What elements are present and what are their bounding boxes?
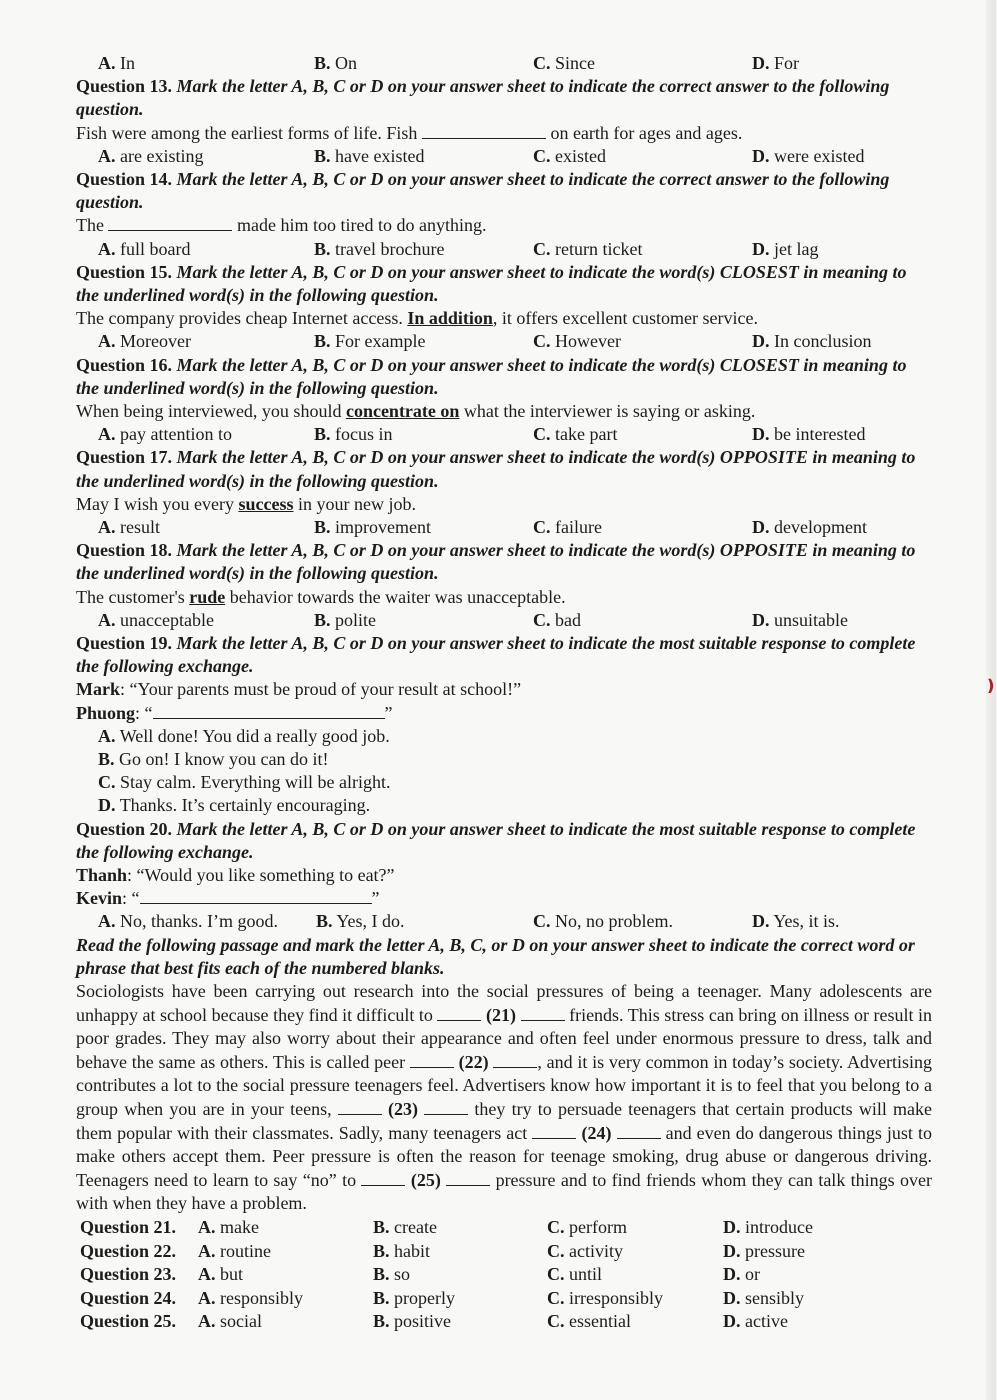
passage-instruction: Read the following passage and mark the letter A, B, C, or D on your answer sheet to indicate the correct word or phrase that best fits each of the numbered blanks. [76,934,915,978]
q13-option-d[interactable]: D. were existed [752,145,865,166]
q13-option-b[interactable]: B. have existed [314,145,425,166]
q19-line1: Mark: “Your parents must be proud of your result at school!” [76,679,522,700]
q13-stem: Fish were among the earliest forms of life. Fish on earth for ages and ages. [76,122,743,143]
q20-option-b[interactable]: B. Yes, I do. [316,911,405,932]
content-column [76,52,932,1334]
q23-option-d[interactable]: D. or [723,1264,760,1285]
q17-option-d[interactable]: D. development [752,516,867,537]
q24-option-b[interactable]: B. properly [373,1287,455,1308]
q24-option-c[interactable]: C. irresponsibly [547,1287,663,1308]
q25-option-d[interactable]: D. active [723,1311,788,1332]
q17-option-a[interactable]: A. result [98,516,160,537]
q25-option-b[interactable]: B. positive [373,1311,452,1332]
q18-option-c[interactable]: C. bad [533,609,581,630]
q20-option-a[interactable]: A. No, thanks. I’m good. [98,911,278,932]
q16-stem: When being interviewed, you should concentrate on what the interviewer is saying or asking. [76,400,756,421]
q23-option-a[interactable]: A. but [198,1264,244,1285]
q22-row: Question 22. A. routine B. habit C. activity D. pressure [76,1240,932,1264]
q20-option-c[interactable]: C. No, no problem. [533,911,673,932]
q24-option-d[interactable]: D. sensibly [723,1287,805,1308]
q21-option-b[interactable]: B. create [373,1216,437,1237]
q18-option-a[interactable]: A. unacceptable [98,609,214,630]
q19-option-b[interactable]: B. Go on! I know you can do it! [98,748,329,769]
q14-option-c[interactable]: C. return ticket [533,238,643,259]
q17-option-b[interactable]: B. improvement [314,516,431,537]
q20-option-d[interactable]: D. Yes, it is. [752,911,840,932]
q18-heading: Question 18. Mark the letter A, B, C or D on your answer sheet to indicate the word(s) OPPOSITE in meaning to the underlined word(s) in the following question. [76,540,916,584]
q23-row: Question 23. A. but B. so C. until D. or [76,1263,932,1287]
q13-option-a[interactable]: A. are existing [98,145,204,166]
q18-option-b[interactable]: B. polite [314,609,377,630]
q25-option-a[interactable]: A. social [198,1311,262,1332]
q22-option-b[interactable]: B. habit [373,1240,431,1261]
q18-options [76,609,932,632]
q24-row: Question 24. A. responsibly B. properly C. irresponsibly D. sensibly [76,1287,932,1311]
q21-row: Question 21. A. make B. create C. perform D. introduce [76,1216,932,1240]
q19-option-a[interactable]: A. Well done! You did a really good job. [98,725,390,746]
q21-option-d[interactable]: D. introduce [723,1216,813,1237]
q17-stem: May I wish you every success in your new job. [76,493,416,514]
q20-line1: Thanh: “Would you like something to eat?” [76,865,395,885]
q16-option-a[interactable]: A. pay attention to [98,424,232,445]
q17-option-c[interactable]: C. failure [533,516,602,537]
q12-option-d[interactable]: D. For [752,53,800,73]
q19-line2: Phuong: “ ” [76,702,393,723]
q16-option-c[interactable]: C. take part [533,424,618,445]
q22-option-d[interactable]: D. pressure [723,1240,805,1261]
q12-option-c[interactable]: C. Since [533,53,595,73]
q15-heading: Question 15. Mark the letter A, B, C or D on your answer sheet to indicate the word(s) CLOSEST in meaning to the underlined word(s) in the following question. [76,261,907,305]
q12-option-a[interactable]: A. In [98,53,135,73]
q20-line2: Kevin: “ ” [76,888,380,909]
q14-stem: The made him too tired to do anything. [76,215,487,236]
q14-option-d[interactable]: D. jet lag [752,238,819,259]
q12-options [76,52,932,75]
q15-option-c[interactable]: C. However [533,331,621,352]
q22-option-c[interactable]: C. activity [547,1240,623,1261]
page-edge [986,0,996,1400]
q23-option-b[interactable]: B. so [373,1264,411,1285]
q16-options [76,423,932,446]
q24-option-a[interactable]: A. responsibly [198,1287,303,1308]
q23-option-c[interactable]: C. until [547,1264,603,1285]
margin-mark: ❫ [984,676,997,695]
q22-option-a[interactable]: A. routine [198,1240,271,1261]
q21-option-a[interactable]: A. make [198,1216,259,1237]
q18-stem: The customer's rude behavior towards the waiter was unacceptable. [76,586,566,607]
q15-options [76,330,932,353]
q25-option-c[interactable]: C. essential [547,1311,631,1332]
q17-heading: Question 17. Mark the letter A, B, C or D on your answer sheet to indicate the word(s) OPPOSITE in meaning to the underlined word(s) in the following question. [76,447,916,491]
q16-option-b[interactable]: B. focus in [314,424,393,445]
q20-heading: Question 20. Mark the letter A, B, C or D on your answer sheet to indicate the most suitable response to complete the following exchange. [76,818,916,862]
q16-option-d[interactable]: D. be interested [752,424,866,445]
q16-heading: Question 16. Mark the letter A, B, C or D on your answer sheet to indicate the word(s) CLOSEST in meaning to the underlined word(s) in the following question. [76,354,907,398]
q14-options [76,238,932,261]
q13-heading: Question 13. Mark the letter A, B, C or D on your answer sheet to indicate the correct answer to the following question. [76,76,890,120]
q14-option-b[interactable]: B. travel brochure [314,238,445,259]
q19-option-d[interactable]: D. Thanks. It’s certainly encouraging. [98,795,371,816]
q17-options [76,516,932,539]
q13-options [76,145,932,168]
q15-option-a[interactable]: A. Moreover [98,331,191,352]
q15-stem: The company provides cheap Internet access. In addition, it offers excellent customer service. [76,308,758,329]
q15-option-b[interactable]: B. For example [314,331,426,352]
q21-option-c[interactable]: C. perform [547,1216,627,1237]
q19-option-c[interactable]: C. Stay calm. Everything will be alright. [98,772,391,793]
q20-options [76,910,932,933]
q12-option-b[interactable]: B. On [314,53,358,73]
q15-option-d[interactable]: D. In conclusion [752,331,872,352]
q25-row: Question 25. A. social B. positive C. essential D. active [76,1310,932,1334]
q14-option-a[interactable]: A. full board [98,238,191,259]
q13-option-c[interactable]: C. existed [533,145,606,166]
passage-text: Sociologists have been carrying out research into the social pressures of being a teenager. Many adolescents are unhappy at school because they find it difficult to (21) friends. This stress can bring on illness or result in poor grades. They may also worry about their appearance and often feel under enormous pressure to dress, talk and behave the same as others. This is called peer (22) , and it is very common in today’s society. Advertising contributes a lot to the social pressure teenagers feel. Advertisers know how important it is to feel that you belong to a group when you are in your teens, (23) they try to persuade teenagers that certain products will make them popular with their classmates. Sadly, many teenagers act (24) and even do dangerous things just to make others accept them. Peer pressure is often the reason for teenage smoking, drug abuse or dangerous driving. Teenagers need to learn to say “no” to (25) pressure and to find friends whom they can talk things over with when they have a problem. [76,981,933,1214]
q19-heading: Question 19. Mark the letter A, B, C or D on your answer sheet to indicate the most suitable response to complete the following exchange. [76,632,916,677]
q14-heading: Question 14. Mark the letter A, B, C or D on your answer sheet to indicate the correct answer to the following question. [76,168,890,213]
q18-option-d[interactable]: D. unsuitable [752,609,848,630]
